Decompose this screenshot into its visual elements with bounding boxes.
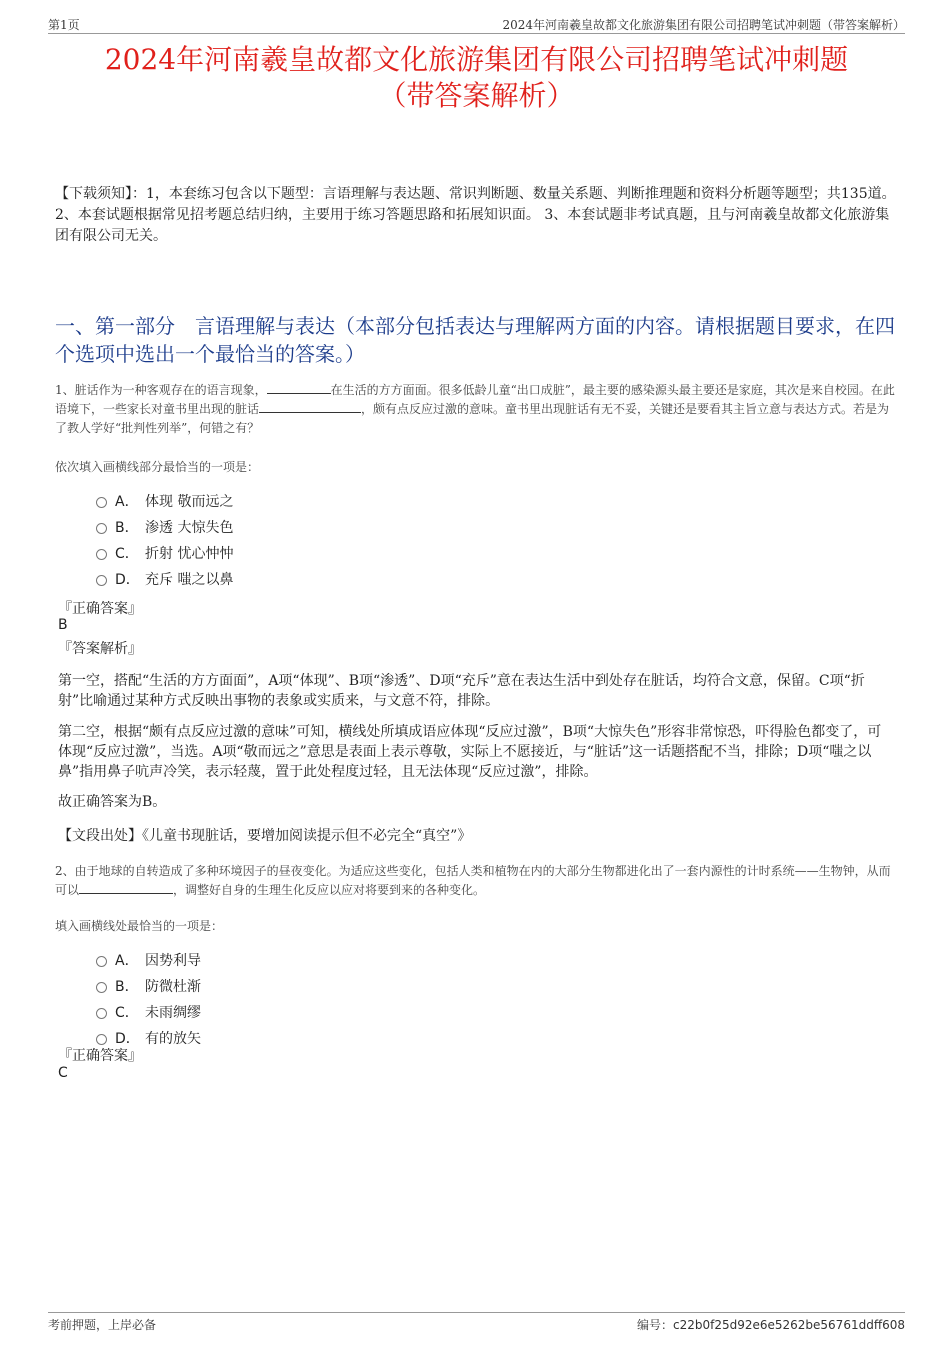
- question-2-text: [55, 862, 900, 900]
- answer-blank: [79, 881, 173, 894]
- question-2-part-1: 2、由于地球的自转造成了多种环境因子的昼夜变化。为适应这些变化，包括人类和植物在内的大部分生物都进化出了一套内源性的计时系统——生物钟，从而可以: [55, 864, 891, 897]
- option-text: 防微杜渐: [145, 979, 201, 995]
- option-text: 因势利导: [145, 953, 201, 969]
- analysis-paragraph-2: 第二空，根据“颇有点反应过激的意味”可知，横线处所填成语应体现“反应过激”，B项“大惊失色”形容非常惊恐，吓得脸色都变了，可体现“反应过激”，当选。A项“敬而远之”意思是表面上表示尊敬，实际上不愿接近，与“脏话”这一话题搭配不当，排除；D项“嗤之以鼻”指用鼻子吭声冷笑，表示轻蔑，置于此处程度过轻，且无法体现“反应过激”，排除。: [58, 724, 882, 780]
- page-number: 第1页: [48, 18, 80, 32]
- option-text: 渗透 大惊失色: [145, 520, 234, 536]
- document-title: [48, 42, 905, 114]
- radio-button[interactable]: [96, 575, 107, 586]
- document-code: 编号：c22b0f25d92e6e5262be56761ddff608: [636, 1318, 905, 1332]
- question-2-part-2: ，调整好自身的生理生化反应以应对将要到来的各种变化。: [173, 883, 486, 897]
- option-letter: D．: [115, 572, 140, 588]
- option-a[interactable]: [96, 491, 496, 517]
- title-line-1: 2024年河南羲皇故都文化旅游集团有限公司招聘笔试冲刺题: [104, 43, 849, 76]
- option-text: 体现 敬而远之: [145, 494, 234, 510]
- analysis-label: 『答案解析』: [58, 641, 142, 657]
- radio-button[interactable]: [96, 549, 107, 560]
- radio-button[interactable]: [96, 523, 107, 534]
- source-citation: 【文段出处】《儿童书现脏话，要增加阅读提示但不必完全“真空”》: [58, 828, 472, 844]
- option-letter: B．: [115, 979, 139, 995]
- page-header: [48, 14, 905, 34]
- question-2-instruction: 填入画横线处最恰当的一项是：: [55, 919, 224, 933]
- option-a[interactable]: [96, 950, 496, 976]
- question-1-part-1: 1、脏话作为一种客观存在的语言现象，: [55, 383, 267, 397]
- option-text: 未雨绸缪: [145, 1005, 201, 1021]
- radio-button[interactable]: [96, 1008, 107, 1019]
- correct-answer-label: 『正确答案』: [58, 601, 142, 617]
- answer-blank: [259, 400, 361, 413]
- correct-answer: B: [58, 617, 68, 633]
- option-d[interactable]: [96, 569, 496, 595]
- correct-answer-label: 『正确答案』: [58, 1048, 142, 1064]
- question-1-part-2: 在生活的方方面面。很多低龄儿童“出口成脏”，最主要的感染源头最主要还是家庭，其次是来自校园。在此语境下，一些家长对童书里出现的脏话: [55, 383, 895, 416]
- page-footer: [48, 1312, 905, 1333]
- option-letter: A．: [115, 953, 139, 969]
- option-letter: B．: [115, 520, 139, 536]
- answer-blank: [267, 381, 331, 394]
- analysis-paragraph-1: 第一空，搭配“生活的方方面面”，A项“体现”、B项“渗透”、D项“充斥”意在表达生活中到处存在脏话，均符合文意，保留。C项“折射”比喻通过某种方式反映出事物的表象或实质来，与文意不符，排除。: [58, 673, 865, 709]
- option-b[interactable]: [96, 517, 496, 543]
- analysis-conclusion: 故正确答案为B。: [58, 794, 167, 810]
- option-b[interactable]: [96, 976, 496, 1002]
- header-doc-title: 2024年河南羲皇故都文化旅游集团有限公司招聘笔试冲刺题（带答案解析）: [502, 18, 905, 32]
- option-text: 折射 忧心忡忡: [145, 546, 234, 562]
- option-letter: C．: [115, 1005, 139, 1021]
- radio-button[interactable]: [96, 1034, 107, 1045]
- option-letter: C．: [115, 546, 139, 562]
- download-notice: 【下载须知】：1，本套练习包含以下题型：言语理解与表达题、常识判断题、数量关系题、判断推理题和资料分析题等题型；共135道。 2、本套试题根据常见招考题总结归纳，主要用于练习答题思路和拓展知识面。 3、本套试题非考试真题，且与河南羲皇故都文化旅游集团有限公司无关。: [55, 186, 896, 244]
- option-text: 有的放矢: [145, 1031, 201, 1047]
- option-c[interactable]: [96, 543, 496, 569]
- option-letter: D．: [115, 1031, 140, 1047]
- question-1-part-3: ，颇有点反应过激的意味。童书里出现脏话有无不妥，关键还是要看其主旨立意与表达方式。若是为了教人学好“批判性列举”，何错之有？: [55, 402, 890, 435]
- footer-slogan: 考前押题，上岸必备: [48, 1318, 157, 1332]
- section-title: 一、第一部分 言语理解与表达（本部分包括表达与理解两方面的内容。请根据题目要求，在四个选项中选出一个最恰当的答案。）: [55, 314, 895, 366]
- option-c[interactable]: [96, 1002, 496, 1028]
- radio-button[interactable]: [96, 956, 107, 967]
- question-1-instruction: 依次填入画横线部分最恰当的一项是：: [55, 460, 260, 474]
- option-text: 充斥 嗤之以鼻: [145, 572, 234, 588]
- title-line-2: （带答案解析）: [378, 79, 575, 112]
- option-d[interactable]: [96, 1028, 496, 1054]
- correct-answer: C: [58, 1065, 68, 1081]
- question-1-text: [55, 381, 900, 438]
- radio-button[interactable]: [96, 497, 107, 508]
- option-letter: A．: [115, 494, 139, 510]
- radio-button[interactable]: [96, 982, 107, 993]
- question-2-options: [96, 950, 496, 1054]
- question-1-options: [96, 491, 496, 595]
